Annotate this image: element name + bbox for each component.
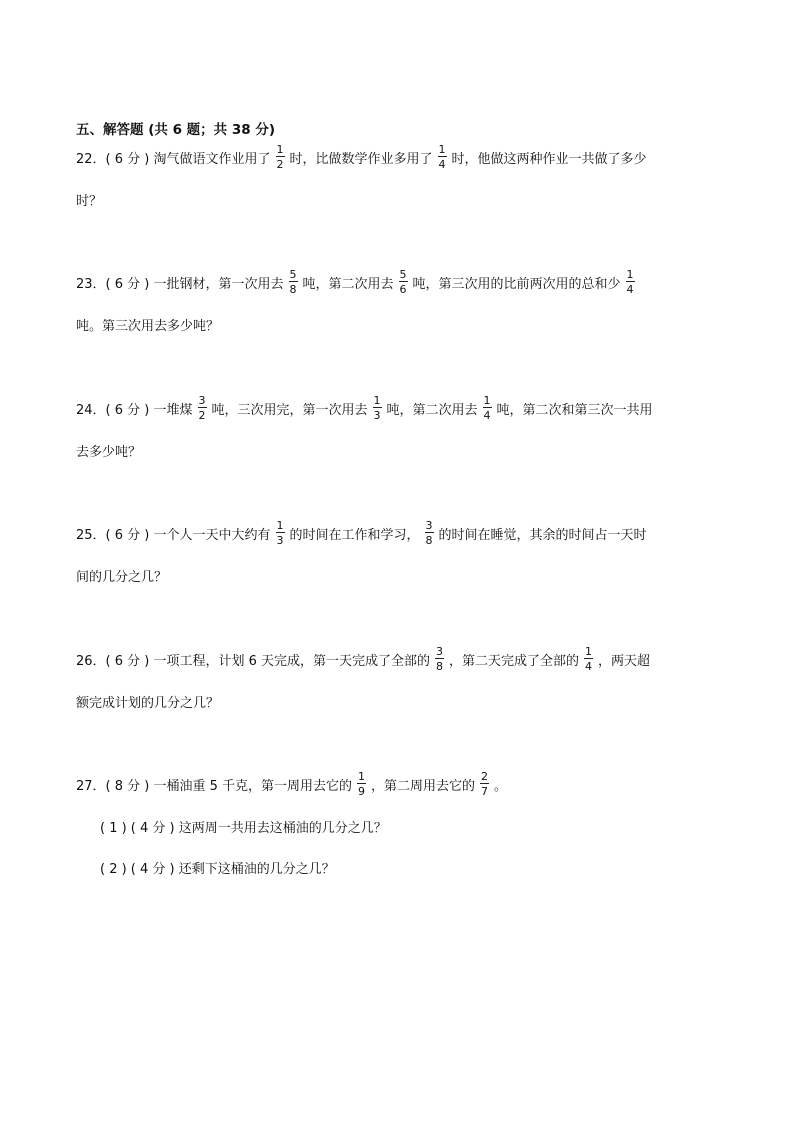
q25-text-prefix: 25．( 6 分 ) 一个人一天中大约有	[76, 527, 271, 543]
q27-text-prefix: 27．( 8 分 ) 一桶油重 5 千克，第一周用去它的	[76, 778, 353, 794]
question-24-line-1	[76, 394, 726, 422]
q27-text-tail: 。	[494, 778, 508, 794]
question-25-line-1	[76, 519, 726, 547]
q24-text-mid-2: 吨，第二次用去	[386, 402, 478, 418]
question-27-sub-2: ( 2 ) ( 4 分 ) 还剩下这桶油的几分之几？	[100, 861, 335, 877]
q24-text-prefix: 24．( 6 分 ) 一堆煤	[76, 402, 193, 418]
question-22-line-1	[76, 143, 726, 171]
q22-text-mid: 时，比做数学作业多用了	[289, 151, 433, 167]
q24-text-tail: 吨，第二次和第三次一共用	[496, 402, 653, 418]
question-27	[76, 770, 726, 798]
q24-text-mid-1: 吨，三次用完，第一次用去	[211, 402, 368, 418]
q27-fraction-1: $\frac{1}{9}$	[358, 770, 366, 798]
question-23-line-1	[76, 268, 726, 296]
q23-fraction-1: $\frac{5}{8}$	[289, 268, 297, 296]
q23-text-mid-1: 吨，第二次用去	[302, 276, 394, 292]
q24-fraction-3: $\frac{1}{4}$	[483, 394, 491, 422]
question-24	[76, 394, 726, 461]
question-26	[76, 645, 726, 712]
q25-text-tail: 的时间在睡觉，其余的时间占一天时	[438, 527, 647, 543]
q22-fraction-1: $\frac{1}{2}$	[276, 143, 284, 171]
q26-text-line-2: 额完成计划的几分之几？	[76, 695, 220, 711]
question-27-sub-1: ( 1 ) ( 4 分 ) 这两周一共用去这桶油的几分之几？	[100, 820, 387, 836]
q23-text-prefix: 23．( 6 分 ) 一批钢材，第一次用去	[76, 276, 284, 292]
question-22	[76, 143, 726, 210]
q23-fraction-3: $\frac{1}{4}$	[626, 268, 634, 296]
q23-text-line-2: 吨。第三次用去多少吨？	[76, 318, 220, 334]
question-25	[76, 519, 726, 586]
q26-fraction-1: $\frac{3}{8}$	[436, 645, 444, 673]
q26-text-prefix: 26．( 6 分 ) 一项工程，计划 6 天完成，第一天完成了全部的	[76, 653, 431, 669]
q26-text-tail: ，两天超	[598, 653, 651, 669]
q25-text-mid: 的时间在工作和学习，	[289, 527, 420, 543]
q22-text-line-2: 时？	[76, 193, 103, 209]
q22-fraction-2: $\frac{1}{4}$	[438, 143, 446, 171]
q23-text-mid-2: 吨，第三次用的比前两次用的总和少	[412, 276, 621, 292]
q24-fraction-2: $\frac{1}{3}$	[373, 394, 381, 422]
q24-fraction-1: $\frac{3}{2}$	[198, 394, 206, 422]
section-title: 五、解答题 (共 6 题；共 38 分)	[76, 122, 276, 138]
q26-text-mid: ，第二天完成了全部的	[449, 653, 580, 669]
q27-fraction-2: $\frac{2}{7}$	[481, 770, 489, 798]
q27-text-mid: ，第二周用去它的	[371, 778, 476, 794]
q26-fraction-2: $\frac{1}{4}$	[585, 645, 593, 673]
q25-fraction-1: $\frac{1}{3}$	[276, 519, 284, 547]
q24-text-line-2: 去多少吨？	[76, 444, 142, 460]
q22-text-tail: 时，他做这两种作业一共做了多少	[451, 151, 647, 167]
question-23	[76, 268, 726, 335]
question-26-line-1	[76, 645, 726, 673]
q25-fraction-2: $\frac{3}{8}$	[425, 519, 433, 547]
q25-text-line-2: 间的几分之几？	[76, 569, 168, 585]
q23-fraction-2: $\frac{5}{6}$	[399, 268, 407, 296]
question-27-line-1	[76, 770, 726, 798]
q22-text-prefix: 22．( 6 分 ) 淘气做语文作业用了	[76, 151, 271, 167]
